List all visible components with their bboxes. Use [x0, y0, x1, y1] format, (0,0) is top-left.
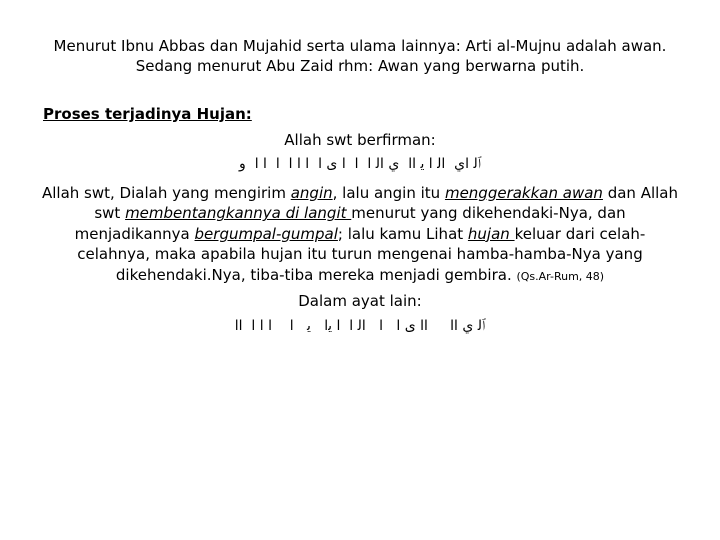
- intro-text: [20, 36, 700, 76]
- paragraph-part-1: Allah swt, Dialah yang mengirim: [41, 184, 291, 202]
- paragraph-part-6: keluar dari celah-celahnya, maka apabila hujan itu turun mengenai hamba-hamba-Nya yang dikehendaki.Nya, tiba-tiba mereka menjadi gembira.: [77, 224, 646, 284]
- quran-reference: (Qs.Ar-Rum, 48): [516, 269, 605, 283]
- intro-line-2: Sedang menurut Abu Zaid rhm: Awan yang berwarna putih.: [135, 57, 585, 75]
- translation-paragraph: [40, 183, 680, 287]
- section-heading: Proses terjadinya Hujan:: [43, 105, 252, 123]
- term-membentangkannya: membentangkannya di langit: [125, 204, 352, 223]
- term-menggerakkan-awan: menggerakkan awan: [444, 184, 603, 202]
- paragraph-part-5: ; lalu kamu Lihat: [337, 224, 468, 243]
- other-verse-line: Dalam ayat lain:: [298, 292, 422, 310]
- term-bergumpal: bergumpal-gumpal: [194, 224, 338, 243]
- term-hujan: hujan: [467, 224, 515, 243]
- paragraph-part-4: menurut yang dikehendaki-Nya, dan menjadikannya: [74, 204, 626, 243]
- intro-line-1: Menurut Ibnu Abbas dan Mujahid serta ulama lainnya: Arti al-Mujnu adalah awan.: [53, 37, 667, 55]
- term-angin: angin: [290, 184, 333, 202]
- arabic-verse-2: ﭐﻟ ﻱ ﺍﺍ ﺍﺍ ﻯ ﺍ ﺍ ﺍﻟ ﺍ ﺍ ﻳﺍ ﻳ ﺍ ﺍ ﺍ ﺍ ﺍﺍ: [234, 318, 486, 334]
- arabic-verse-1: ﭐﻟ ﺍﻱ ﺍﻟ ﺍ ﻳ ﺍﺍ ﻱ ﺍﻟ ﺍ ﺍ ﺍ ﻯ ﺍ ﺍ ﺍ ﺍ ﺍ ﺍ ﺍ ﻭ: [239, 156, 481, 172]
- paragraph-part-2: , lalu angin itu: [332, 184, 445, 202]
- allah-says-line: Allah swt berfirman:: [284, 131, 436, 149]
- paragraph-part-3: dan Allah swt: [94, 184, 678, 223]
